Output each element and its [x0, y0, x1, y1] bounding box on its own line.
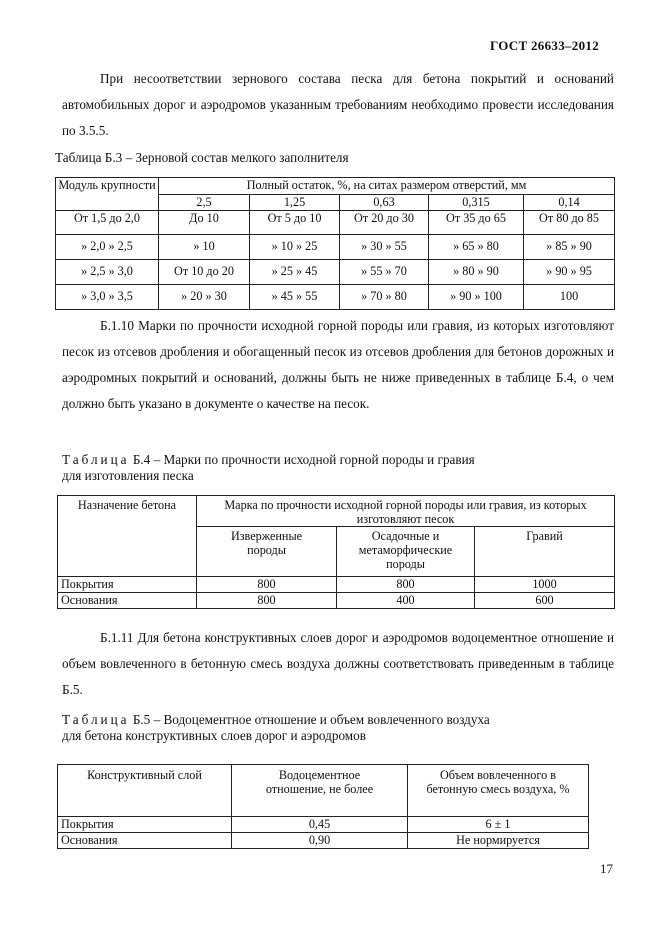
table-cell: Покрытия — [58, 817, 232, 833]
table-cell: 800 — [197, 577, 337, 593]
table-cell: От 10 до 20 — [159, 260, 250, 285]
table-cell: » 2,0 » 2,5 — [56, 235, 159, 260]
paragraph-intro — [62, 66, 614, 144]
table-b4 — [57, 495, 615, 609]
caption-rest: Б.4 – Марки по прочности исходной горной породы и гравия — [132, 452, 475, 467]
table-cell: От 80 до 85 — [524, 211, 615, 235]
caption-word: Таблица — [62, 452, 130, 467]
table-cell: От 35 до 65 — [429, 211, 524, 235]
table-b5-header: Водоцементное отношение, не более — [232, 765, 408, 817]
page-number: 17 — [600, 861, 613, 876]
table-cell: 6 ± 1 — [408, 817, 589, 833]
table-row — [58, 593, 615, 609]
table-row — [56, 260, 615, 285]
paragraph-b1-11-text: Б.1.11 Для бетона конструктивных слоев дорог и аэродромов водоцементное отношение и объем вовлеченного в бетонную смесь воздуха должны соответствовать приведенным в таблице Б.5. — [62, 630, 614, 697]
table-b3-caption: Таблица Б.3 – Зерновой состав мелкого заполнителя — [55, 150, 349, 165]
table-cell: 400 — [337, 593, 475, 609]
table-cell: 600 — [475, 593, 615, 609]
table-b3 — [55, 177, 615, 310]
table-b4-group-header: Марка по прочности исходной горной породы или гравия, из которых изготовляют песок — [197, 496, 615, 527]
table-b4-subheader: Изверженные породы — [197, 527, 337, 577]
table-cell: » 90 » 95 — [524, 260, 615, 285]
table-cell: Основания — [58, 833, 232, 849]
table-row — [58, 833, 589, 849]
table-b5-header: Конструктивный слой — [58, 765, 232, 817]
table-b4-col1-header: Назначение бетона — [58, 496, 197, 577]
table-cell: » 45 » 55 — [250, 285, 340, 310]
table-b4-subheader: Гравий — [475, 527, 615, 577]
table-cell: » 85 » 90 — [524, 235, 615, 260]
table-b5 — [57, 764, 589, 849]
table-b3-group-header: Полный остаток, %, на ситах размером отверстий, мм — [159, 178, 615, 195]
table-cell: 1000 — [475, 577, 615, 593]
document-header: ГОСТ 26633–2012 — [489, 38, 599, 53]
table-cell: 800 — [337, 577, 475, 593]
table-row — [56, 285, 615, 310]
table-cell: Покрытия — [58, 577, 197, 593]
caption-rest: Б.5 – Водоцементное отношение и объем вовлеченного воздуха — [132, 712, 490, 727]
table-cell: » 70 » 80 — [340, 285, 429, 310]
table-cell: 0,45 — [232, 817, 408, 833]
table-row — [58, 577, 615, 593]
paragraph-b1-10-text: Б.1.10 Марки по прочности исходной горной породы или гравия, из которых изготовляют песок из отсевов дробления и обогащенный песок из отсевов дробления для бетонов дорожных и аэродромных покрытий и оснований, должны быть не ниже приведенных в таблице Б.4, о чем должно быть указано в документе о качестве на песок. — [62, 318, 614, 411]
table-cell: От 20 до 30 — [340, 211, 429, 235]
table-cell: Основания — [58, 593, 197, 609]
caption-line2: для бетона конструктивных слоев дорог и аэродромов — [62, 728, 366, 743]
table-cell: 0,90 — [232, 833, 408, 849]
table-cell: » 90 » 100 — [429, 285, 524, 310]
sieve-header: 0,14 — [524, 195, 615, 211]
caption-word: Таблица — [62, 712, 130, 727]
table-cell: » 10 » 25 — [250, 235, 340, 260]
table-cell: От 5 до 10 — [250, 211, 340, 235]
table-row — [56, 235, 615, 260]
table-cell: От 1,5 до 2,0 — [56, 211, 159, 235]
paragraph-intro-text: При несоответствии зернового состава песка для бетона покрытий и оснований автомобильных дорог и аэродромов указанным требованиям необходимо провести исследования по 3.5.5. — [62, 71, 614, 138]
caption-line2: для изготовления песка — [62, 468, 194, 483]
table-cell: » 55 » 70 — [340, 260, 429, 285]
table-cell: 800 — [197, 593, 337, 609]
table-cell: » 2,5 » 3,0 — [56, 260, 159, 285]
paragraph-b1-11 — [62, 625, 614, 703]
table-cell: » 30 » 55 — [340, 235, 429, 260]
table-b5-caption — [62, 712, 490, 744]
table-b3-col1-header: Модуль крупности — [56, 178, 159, 211]
sieve-header: 1,25 — [250, 195, 340, 211]
table-cell: » 25 » 45 — [250, 260, 340, 285]
table-cell: » 3,0 » 3,5 — [56, 285, 159, 310]
table-cell: » 10 — [159, 235, 250, 260]
table-row — [58, 817, 589, 833]
sieve-header: 0,315 — [429, 195, 524, 211]
table-b5-header: Объем вовлеченного в бетонную смесь воздуха, % — [408, 765, 589, 817]
table-cell: » 20 » 30 — [159, 285, 250, 310]
table-cell: » 65 » 80 — [429, 235, 524, 260]
table-cell: 100 — [524, 285, 615, 310]
table-cell: До 10 — [159, 211, 250, 235]
table-row — [56, 211, 615, 235]
table-cell: » 80 » 90 — [429, 260, 524, 285]
table-cell: Не нормируется — [408, 833, 589, 849]
table-b4-subheader: Осадочные и метаморфические породы — [337, 527, 475, 577]
paragraph-b1-10 — [62, 313, 614, 417]
table-b4-caption — [62, 452, 475, 484]
sieve-header: 0,63 — [340, 195, 429, 211]
sieve-header: 2,5 — [159, 195, 250, 211]
